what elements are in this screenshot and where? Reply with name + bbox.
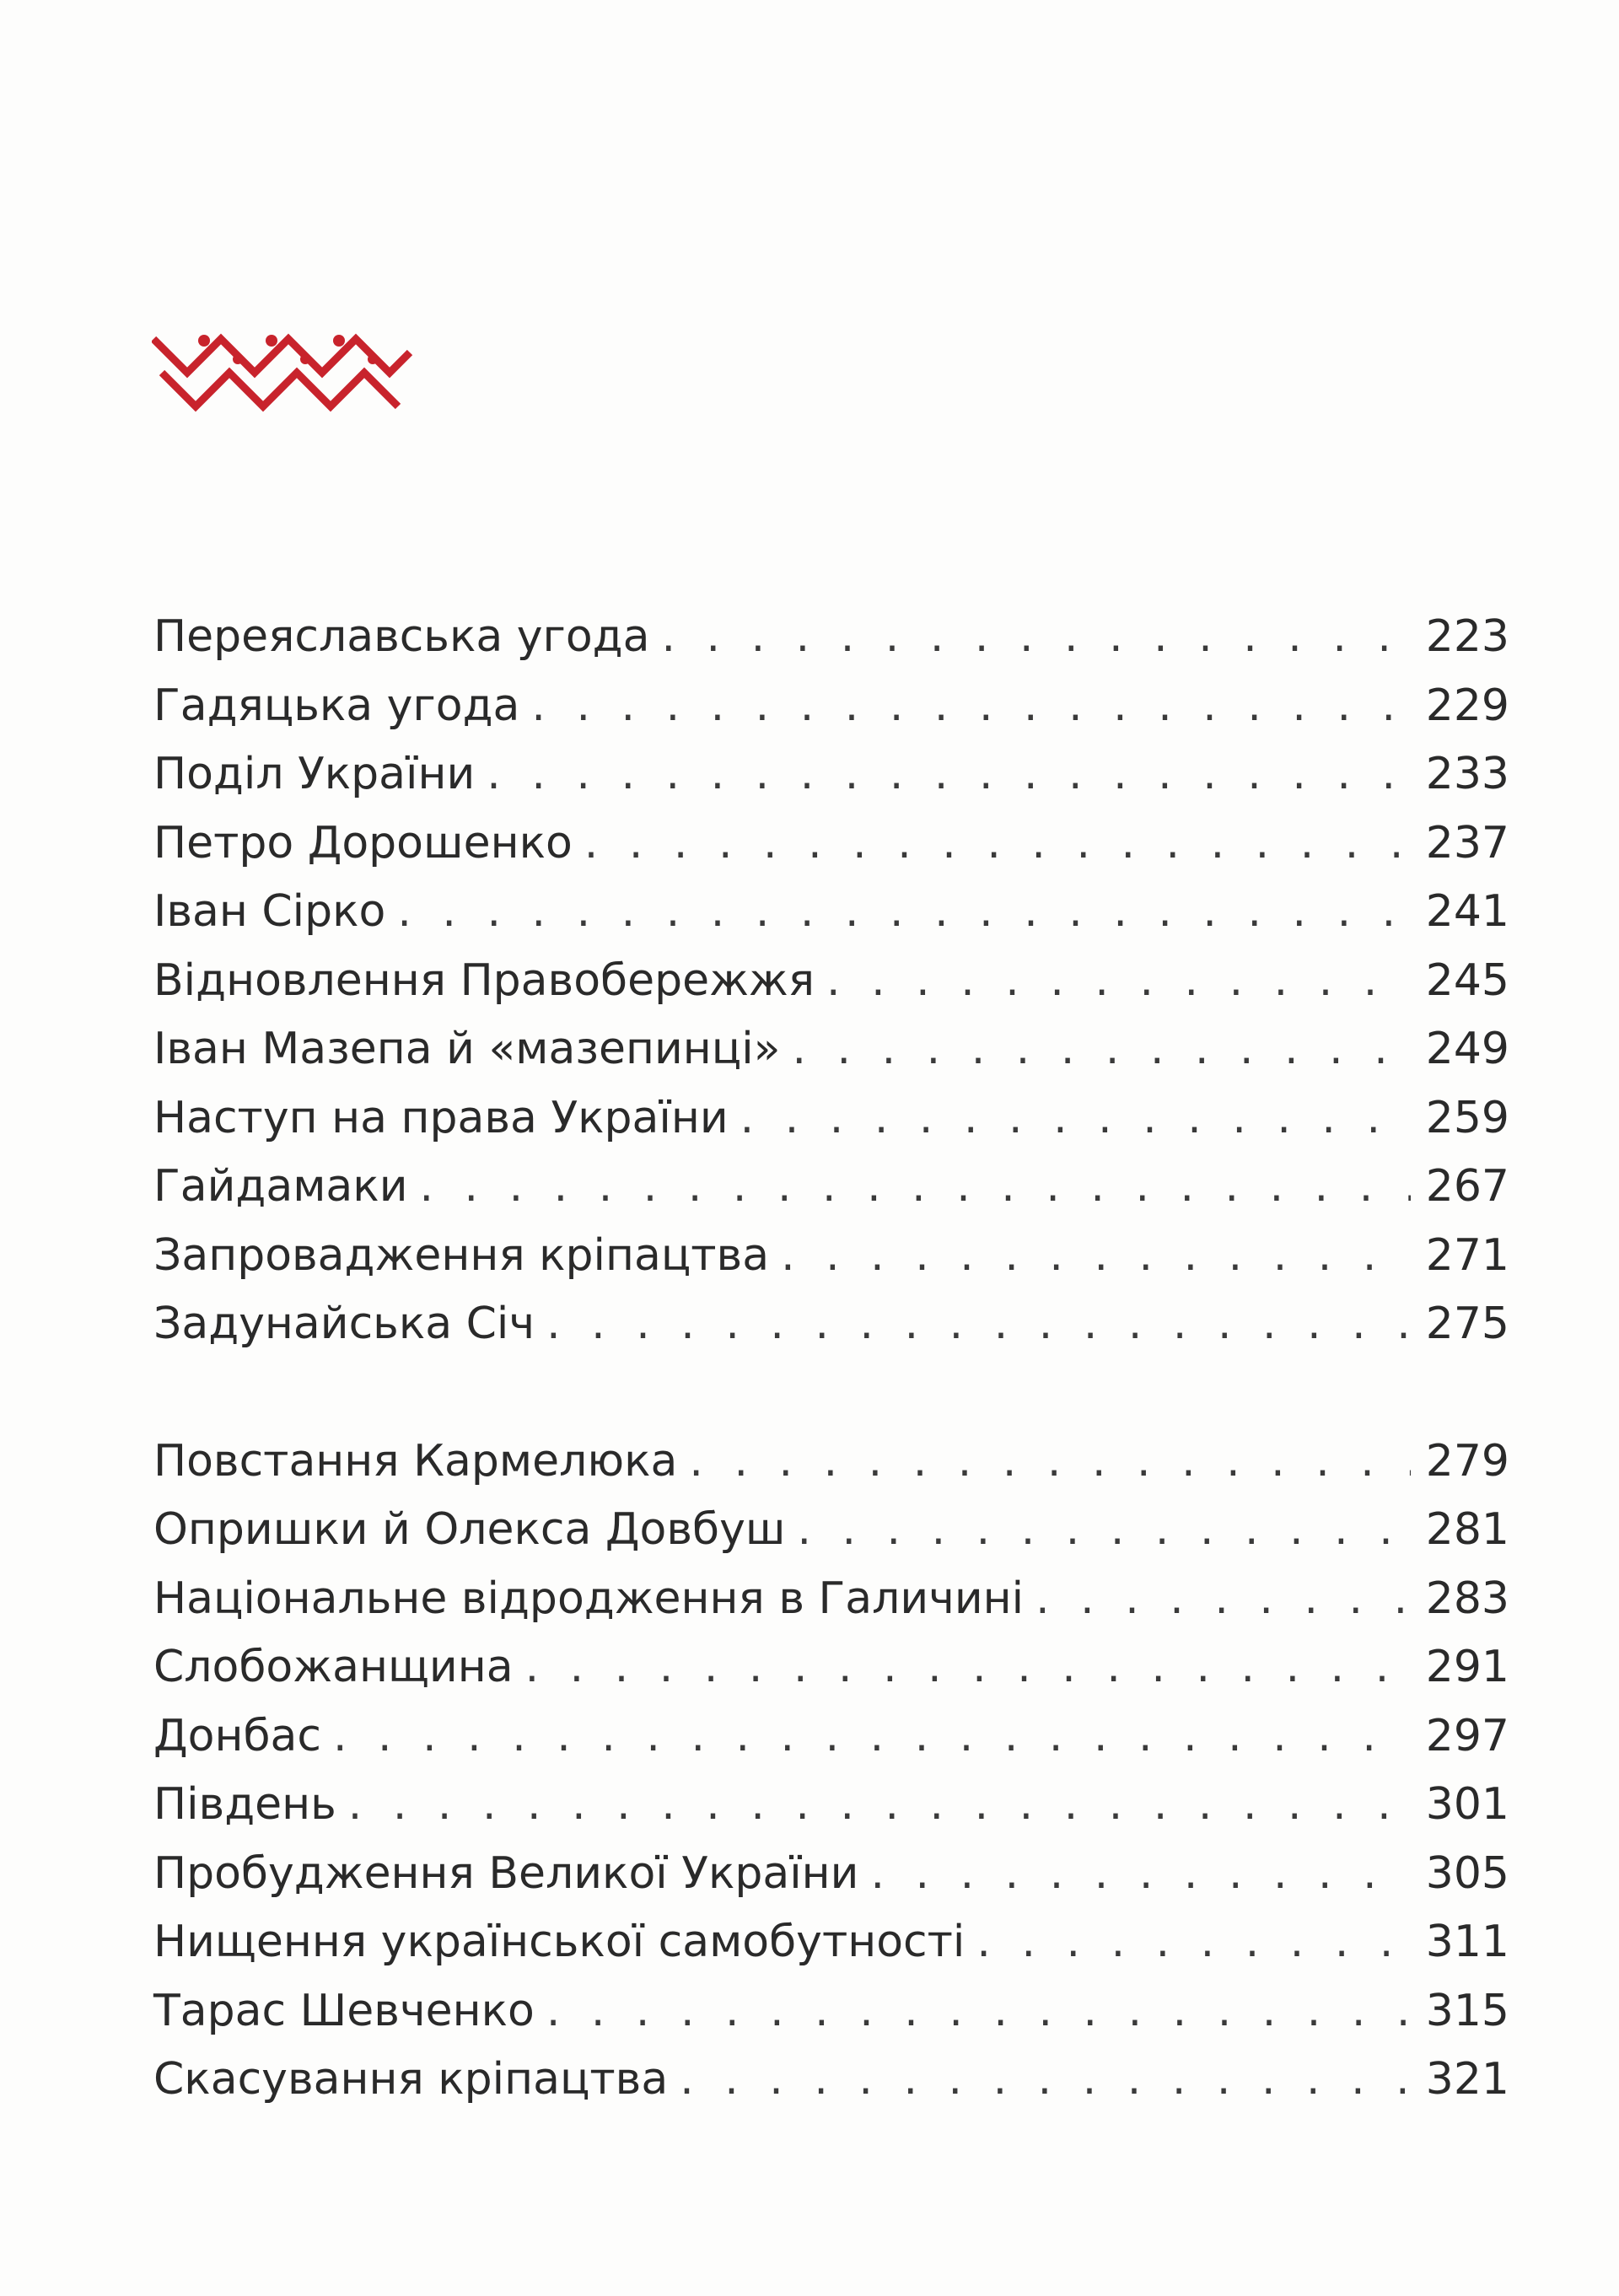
dot-leader xyxy=(826,947,1411,1016)
toc-entry xyxy=(153,1633,1509,1702)
toc-entry xyxy=(153,1840,1509,1909)
toc-entry-title: Опришки й Олекса Довбуш xyxy=(153,1504,786,1555)
toc-entry-title: Наступ на права України xyxy=(153,1092,729,1143)
toc-entry-title: Повстання Кармелюка xyxy=(153,1435,678,1487)
toc-entry-page-number: 241 xyxy=(1425,886,1509,937)
toc-entry-page-number: 311 xyxy=(1425,1917,1509,1967)
toc-entry-title: Іван Сірко xyxy=(153,886,386,937)
toc-entry-page-number: 283 xyxy=(1425,1573,1509,1624)
toc-entry xyxy=(153,603,1509,672)
toc-entry-page-number: 233 xyxy=(1425,749,1509,799)
toc-entry xyxy=(153,672,1509,741)
toc-entry-page-number: 321 xyxy=(1425,2054,1509,2105)
dot-leader xyxy=(661,603,1410,672)
toc-entry xyxy=(153,1496,1509,1565)
toc-entry xyxy=(153,1702,1509,1772)
toc-entry-page-number: 297 xyxy=(1425,1710,1509,1761)
toc-entry-page-number: 259 xyxy=(1425,1092,1509,1143)
toc-entry-page-number: 305 xyxy=(1425,1847,1509,1899)
toc-entry xyxy=(153,1290,1509,1359)
dot-leader xyxy=(531,672,1410,741)
toc-entry-page-number: 267 xyxy=(1425,1161,1509,1212)
dot-leader xyxy=(333,1702,1411,1772)
toc-entry-title: Іван Мазепа й «мазепинці» xyxy=(153,1024,781,1074)
toc-entry xyxy=(153,878,1509,947)
toc-entry xyxy=(153,1565,1509,1634)
toc-entry-page-number: 279 xyxy=(1425,1435,1509,1487)
toc-entry xyxy=(153,1015,1509,1084)
toc-entry-title: Південь xyxy=(153,1779,336,1830)
toc-group xyxy=(153,603,1509,1359)
toc-entry-page-number: 271 xyxy=(1425,1229,1509,1281)
toc-entry-title: Гадяцька угода xyxy=(153,680,520,731)
dot-leader xyxy=(546,1977,1411,2046)
toc-entry xyxy=(153,809,1509,879)
toc-entry xyxy=(153,1977,1509,2046)
toc-entry xyxy=(153,740,1509,809)
toc-entry-page-number: 275 xyxy=(1425,1299,1509,1349)
toc-group xyxy=(153,1428,1509,2115)
dot-leader xyxy=(348,1771,1411,1840)
toc-entry xyxy=(153,947,1509,1016)
toc-entry-page-number: 237 xyxy=(1425,817,1509,868)
toc-entry-page-number: 291 xyxy=(1425,1642,1509,1692)
dot-leader xyxy=(680,2046,1411,2115)
dot-leader xyxy=(487,740,1410,809)
toc-entry-title: Слобожанщина xyxy=(153,1642,514,1692)
toc-entry xyxy=(153,1908,1509,1977)
toc-entry-page-number: 229 xyxy=(1425,680,1509,731)
dot-leader xyxy=(397,878,1410,947)
toc-entry-title: Петро Дорошенко xyxy=(153,817,573,868)
toc-entry xyxy=(153,1222,1509,1291)
toc-entry-page-number: 223 xyxy=(1425,611,1509,662)
dot-leader xyxy=(976,1908,1410,1977)
toc-entry xyxy=(153,2046,1509,2115)
toc-entry xyxy=(153,1153,1509,1222)
toc-entry xyxy=(153,1771,1509,1840)
toc-entry-title: Тарас Шевченко xyxy=(153,1985,535,2036)
toc-entry-page-number: 281 xyxy=(1425,1504,1509,1555)
table-of-contents xyxy=(153,603,1509,2115)
dot-leader xyxy=(797,1496,1410,1565)
dot-leader xyxy=(1035,1565,1411,1634)
toc-entry-title: Пробудження Великої України xyxy=(153,1847,859,1899)
dot-leader xyxy=(420,1153,1411,1222)
dot-leader xyxy=(870,1840,1410,1909)
dot-leader xyxy=(584,809,1411,879)
toc-entry xyxy=(153,1084,1509,1153)
dot-leader xyxy=(546,1290,1411,1359)
toc-entry-page-number: 249 xyxy=(1425,1024,1509,1074)
toc-entry-title: Задунайська Січ xyxy=(153,1299,535,1349)
zigzag-dots-ornament-icon xyxy=(152,331,413,415)
toc-entry-title: Національне відродження в Галичині xyxy=(153,1573,1025,1624)
dot-leader xyxy=(525,1633,1411,1702)
toc-entry-title: Гайдамаки xyxy=(153,1161,408,1212)
dot-leader xyxy=(740,1084,1411,1153)
toc-entry xyxy=(153,1428,1509,1497)
dot-leader xyxy=(792,1015,1410,1084)
toc-entry-title: Відновлення Правобережжя xyxy=(153,954,815,1006)
dot-leader xyxy=(781,1222,1411,1291)
toc-entry-title: Донбас xyxy=(153,1710,321,1761)
toc-entry-title: Скасування кріпацтва xyxy=(153,2054,669,2105)
dot-leader xyxy=(689,1428,1410,1497)
toc-entry-page-number: 245 xyxy=(1425,954,1509,1006)
toc-entry-title: Поділ України xyxy=(153,749,476,799)
toc-entry-title: Переяславська угода xyxy=(153,611,650,662)
toc-entry-title: Запровадження кріпацтва xyxy=(153,1229,770,1281)
toc-entry-title: Нищення української самобутності xyxy=(153,1917,965,1967)
toc-entry-page-number: 301 xyxy=(1425,1779,1509,1830)
toc-entry-page-number: 315 xyxy=(1425,1985,1509,2036)
